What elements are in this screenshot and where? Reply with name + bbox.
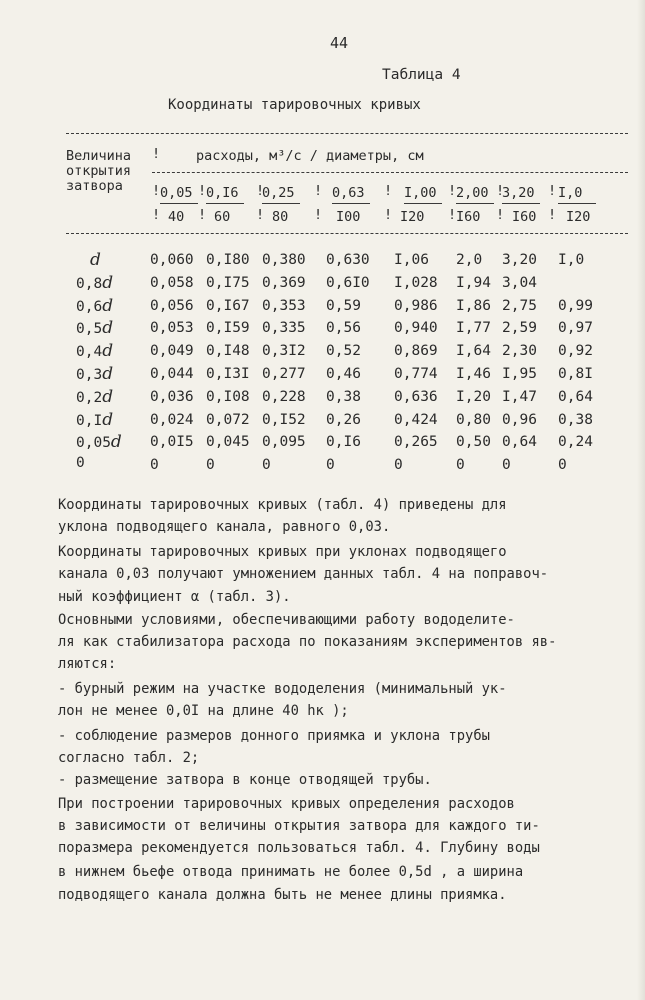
table-cell: I,028	[394, 274, 438, 291]
text-line: в зависимости от величины открытия затвора для каждого ти-	[58, 818, 540, 834]
row-label: 0,6d	[76, 295, 114, 316]
stub-header-line1: Величина	[66, 148, 132, 164]
flow-value-header: 3,20	[502, 185, 535, 201]
diameter-separator: !	[384, 207, 393, 223]
diameter-separator: !	[314, 207, 323, 223]
table-cell: 0,053	[150, 320, 194, 337]
flow-value-underline	[558, 203, 596, 204]
diameter-header: I20	[400, 209, 425, 225]
diameter-separator: !	[256, 207, 265, 223]
diameter-header: 40	[168, 209, 185, 225]
table-cell: 0	[558, 457, 567, 474]
table-cell: 0,056	[150, 297, 194, 314]
table-cell: 0,058	[150, 274, 194, 291]
row-label: 0,4d	[76, 341, 114, 362]
table-cell: 0,380	[262, 252, 306, 268]
text-line: - размещение затвора в конце отводящей трубы.	[58, 772, 432, 788]
table-cell: 0,986	[394, 297, 438, 314]
table-top-rule	[66, 133, 628, 134]
table-cell: 0,369	[262, 274, 306, 291]
table-cell: 3,04	[502, 274, 537, 291]
table-cell: 0,228	[262, 388, 306, 405]
diameter-header: I60	[512, 209, 537, 225]
table-cell: 0	[326, 457, 335, 474]
row-label: 0,8d	[76, 272, 114, 293]
table-cell: 0,I6	[326, 434, 361, 451]
text-line: При построении тарировочных кривых определения расходов	[58, 796, 515, 812]
table-cell: 3,20	[502, 252, 537, 268]
flow-separator: !	[152, 183, 161, 199]
table-cell: I,86	[456, 297, 491, 314]
flow-separator: !	[548, 183, 557, 199]
flow-value-underline	[456, 203, 494, 204]
diameter-header: I60	[456, 209, 481, 225]
table-cell: 0,045	[206, 434, 250, 451]
table-cell: 0,049	[150, 343, 194, 360]
stub-header-line3: затвора	[66, 178, 123, 194]
table-cell: 0,277	[262, 366, 306, 382]
table-cell: I,0	[558, 252, 585, 268]
text-line: подводящего канала должна быть не менее длины приямка.	[58, 887, 507, 903]
diameter-separator: !	[152, 207, 161, 223]
page-number: 44	[330, 34, 349, 52]
text-line: ляются:	[58, 656, 117, 672]
table-cell: 0,52	[326, 343, 361, 360]
flow-value-underline	[332, 203, 370, 204]
table-title: Координаты тарировочных кривых	[168, 97, 421, 113]
table-cell: 2,30	[502, 343, 537, 360]
table-cell: 0	[394, 457, 403, 474]
table-cell: 0,I59	[206, 320, 250, 337]
table-cell: 0,774	[394, 366, 438, 382]
table-cell: 0,80	[456, 411, 491, 428]
table-cell: 0,I52	[262, 411, 306, 428]
table-cell: 0,8I	[558, 366, 593, 382]
flow-value-header: 0,I6	[206, 185, 239, 201]
diameter-separator: !	[448, 207, 457, 223]
table-cell: I,94	[456, 274, 491, 291]
text-line: Координаты тарировочных кривых (табл. 4) приведены для	[58, 497, 507, 513]
header-separator: !	[152, 146, 161, 162]
table-cell: I,95	[502, 366, 537, 382]
flow-separator: !	[314, 183, 323, 199]
flow-value-header: 0,25	[262, 185, 295, 201]
flow-value-header: I,0	[558, 185, 583, 201]
text-line: - соблюдение размеров донного приямка и уклона трубы	[58, 728, 490, 744]
row-label: 0,3d	[76, 364, 114, 384]
table-cell: 2,59	[502, 320, 537, 337]
table-cell: 0,353	[262, 297, 306, 314]
table-cell: 0	[456, 457, 465, 474]
flow-value-header: 2,00	[456, 185, 489, 201]
table-cell: 0,0I5	[150, 434, 194, 451]
flow-value-header: 0,63	[332, 185, 365, 201]
table-cell: 0,46	[326, 366, 361, 382]
table-cell: 0,64	[502, 434, 537, 451]
table-cell: 0	[206, 457, 215, 474]
table-cell: 0,64	[558, 388, 593, 405]
text-line: канала 0,03 получают умножением данных табл. 4 на поправоч-	[58, 566, 549, 582]
text-line: ный коэффициент α (табл. 3).	[58, 589, 291, 605]
text-line: согласно табл. 2;	[58, 750, 200, 766]
table-cell: 0,I08	[206, 388, 250, 405]
row-label: 0,2d	[76, 386, 114, 407]
flow-separator: !	[384, 183, 393, 199]
flow-separator: !	[198, 183, 207, 199]
text-line: ля как стабилизатора расхода по показаниям экспериментов яв-	[58, 634, 557, 650]
table-cell: I,64	[456, 343, 491, 360]
table-cell: 0,3I2	[262, 343, 306, 360]
diameter-separator: !	[548, 207, 557, 223]
table-cell: 0,I80	[206, 252, 250, 268]
header-group-rule	[152, 172, 628, 173]
table-cell: 0,024	[150, 411, 194, 428]
table-cell: 0,636	[394, 388, 438, 405]
flow-separator: !	[496, 183, 505, 199]
table-cell: 0,940	[394, 320, 438, 337]
text-line: поразмера рекомендуется пользоваться табл. 4. Глубину воды	[58, 840, 540, 856]
table-cell: 0,50	[456, 434, 491, 451]
table-cell: 0,I75	[206, 274, 250, 291]
table-cell: I,20	[456, 388, 491, 405]
table-cell: 0,060	[150, 252, 194, 268]
diameter-header: 60	[214, 209, 231, 225]
table-label: Таблица 4	[382, 67, 461, 83]
table-cell: 0,044	[150, 366, 194, 382]
table-cell: 0,072	[206, 411, 250, 428]
flow-value-underline	[502, 203, 540, 204]
flow-value-underline	[206, 203, 244, 204]
flow-value-underline	[262, 203, 300, 204]
table-cell: 0,38	[326, 388, 361, 405]
table-cell: 0,97	[558, 320, 593, 337]
table-cell: 2,75	[502, 297, 537, 314]
table-cell: 0,265	[394, 434, 438, 451]
row-label: 0,05d	[76, 432, 122, 453]
row-label: 0,5d	[76, 318, 114, 339]
table-cell: 0,56	[326, 320, 361, 337]
row-label: d	[90, 250, 101, 270]
text-line: лон не менее 0,0I на длине 40 hк );	[58, 703, 349, 719]
table-cell: 0	[502, 457, 511, 474]
table-cell: I,46	[456, 366, 491, 382]
table-cell: 0,630	[326, 252, 370, 268]
table-cell: 0,I48	[206, 343, 250, 360]
table-cell: I,47	[502, 388, 537, 405]
table-cell: 0,I3I	[206, 366, 250, 382]
table-cell: 0,869	[394, 343, 438, 360]
diameter-separator: !	[198, 207, 207, 223]
flow-value-header: I,00	[404, 185, 437, 201]
table-cell: 0,59	[326, 297, 361, 314]
table-cell: 0,38	[558, 411, 593, 428]
row-label: 0	[76, 455, 85, 472]
header-bottom-rule	[66, 233, 628, 234]
table-cell: 0,26	[326, 411, 361, 428]
text-line: Координаты тарировочных кривых при уклонах подводящего	[58, 544, 507, 560]
flow-value-underline	[160, 203, 198, 204]
text-line: уклона подводящего канала, равного 0,03.	[58, 519, 391, 535]
table-cell: 0,335	[262, 320, 306, 337]
flow-separator: !	[448, 183, 457, 199]
diameter-header: I20	[566, 209, 591, 225]
diameter-separator: !	[496, 207, 505, 223]
text-line: - бурный режим на участке вододеления (минимальный ук-	[58, 681, 507, 697]
group-header-title: расходы, м³/с / диаметры, см	[196, 148, 424, 164]
table-cell: 0,095	[262, 434, 306, 451]
flow-value-underline	[404, 203, 442, 204]
table-cell: I,06	[394, 252, 429, 268]
diameter-header: I00	[336, 209, 361, 225]
page-edge-shadow	[637, 0, 645, 1000]
text-line: в нижнем бьефе отвода принимать не более 0,5d , а ширина	[58, 864, 524, 880]
table-cell: 0,6I0	[326, 274, 370, 291]
table-cell: 0,24	[558, 434, 593, 451]
table-cell: 0,96	[502, 411, 537, 428]
row-label: 0,Id	[76, 409, 114, 430]
table-cell: 0	[150, 457, 159, 474]
table-cell: 0,99	[558, 297, 593, 314]
stub-header-line2: открытия	[66, 163, 132, 179]
table-cell: 0,424	[394, 411, 438, 428]
table-cell: 0,I67	[206, 297, 250, 314]
diameter-header: 80	[272, 209, 289, 225]
flow-value-header: 0,05	[160, 185, 193, 201]
table-cell: I,77	[456, 320, 491, 337]
table-cell: 0,92	[558, 343, 593, 360]
text-line: Основными условиями, обеспечивающими работу вододелите-	[58, 612, 515, 628]
flow-separator: !	[256, 183, 265, 199]
table-cell: 0,036	[150, 388, 194, 405]
table-cell: 0	[262, 457, 271, 474]
table-cell: 2,0	[456, 252, 483, 268]
